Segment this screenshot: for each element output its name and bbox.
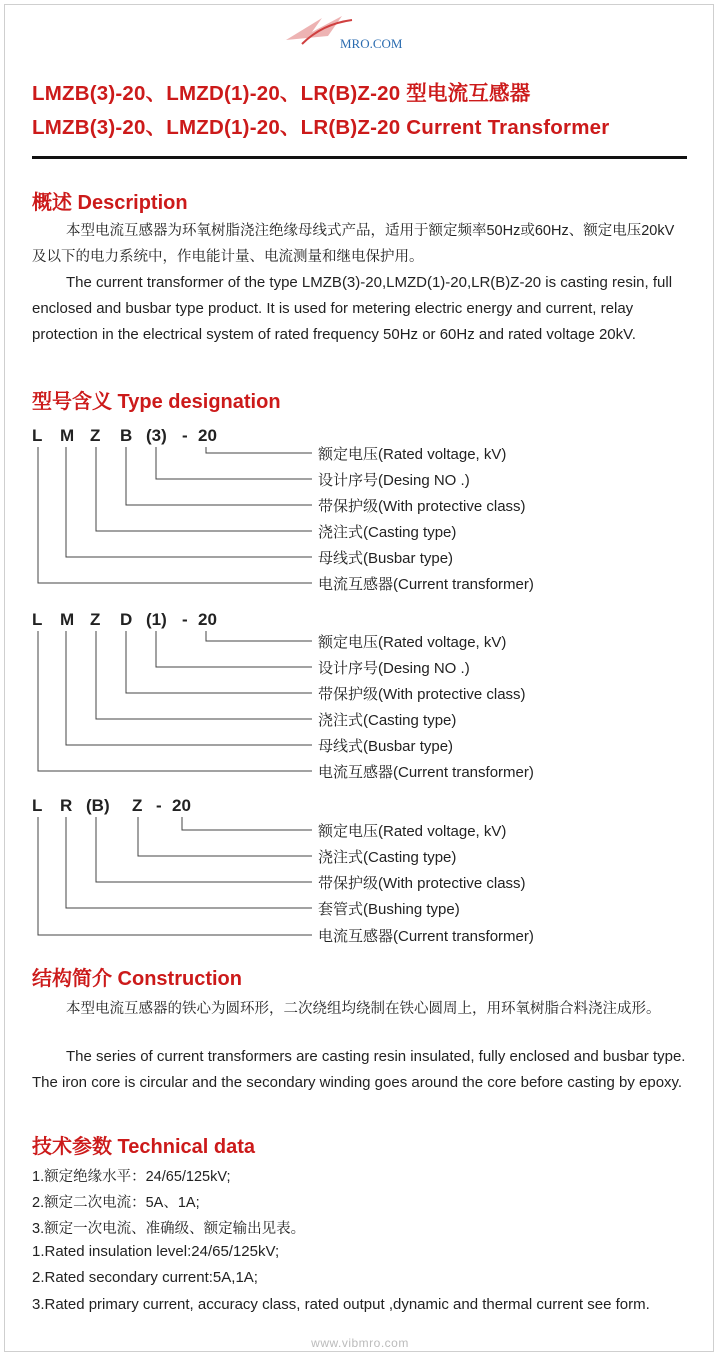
- description-en: The current transformer of the type LMZB(3)-20,LMZD(1)-20,LR(B)Z-20 is casting resin, full enclosed and busbar type product. It is used for metering electric energy and current, relay protection in the electrical system of rated frequency 50Hz or 60Hz and rated voltage 20kV.: [32, 274, 673, 343]
- description-heading: 概述 Description: [32, 192, 188, 214]
- model-1-char: -: [182, 426, 188, 445]
- technical-item: 2.Rated secondary current:5A,1A;: [32, 1269, 258, 1286]
- construction-heading: 结构简介 Construction: [32, 968, 242, 990]
- model-3-label: 额定电压(Rated voltage, kV): [318, 823, 507, 840]
- page-title-cn: LMZB(3)-20、LMZD(1)-20、LR(B)Z-20 型电流互感器: [32, 82, 531, 105]
- technical-item: 1.Rated insulation level:24/65/125kV;: [32, 1243, 280, 1260]
- model-3-label: 浇注式(Casting type): [318, 849, 457, 866]
- model-2-char: 20: [198, 610, 217, 629]
- model-2-char: L: [32, 610, 43, 629]
- construction-en: The series of current transformers are casting resin insulated, fully enclosed and busbar type. The iron core is circular and the secondary winding goes around the core before casting by epoxy.: [32, 1048, 686, 1091]
- model-2-char: (1): [146, 610, 167, 629]
- model-1-label: 母线式(Busbar type): [318, 550, 454, 567]
- description-cn: 本型电流互感器为环氧树脂浇注绝缘母线式产品，适用于额定频率50Hz或60Hz、额定电压20kV及以下的电力系统中，作电能计量、电流测量和继电保护用。: [32, 223, 675, 265]
- model-2-label: 额定电压(Rated voltage, kV): [318, 634, 507, 651]
- model-2-char: Z: [90, 610, 101, 629]
- model-1-label: 电流互感器(Current transformer): [318, 576, 534, 593]
- model-2-char: D: [120, 610, 133, 629]
- construction-cn: 本型电流互感器的铁心为圆环形，二次绕组均绕制在铁心圆周上，用环氧树脂合料浇注成形。: [66, 1001, 661, 1017]
- model-1-label: 设计序号(Desing NO .): [318, 472, 470, 489]
- model-2-label: 浇注式(Casting type): [318, 712, 457, 729]
- model-3-label: 电流互感器(Current transformer): [318, 928, 534, 945]
- page-title-en: LMZB(3)-20、LMZD(1)-20、LR(B)Z-20 Current Transformer: [32, 116, 610, 139]
- model-1-char: L: [32, 426, 43, 445]
- logo-domain: MRO.COM: [340, 36, 403, 51]
- model-1-label: 带保护级(With protective class): [318, 498, 526, 515]
- model-2-char: -: [182, 610, 188, 629]
- model-3-char: 20: [172, 796, 191, 815]
- technical-item: 3.额定一次电流、准确级、额定输出见表。: [32, 1221, 306, 1237]
- model-3-label: 带保护级(With protective class): [318, 875, 526, 892]
- model-3-char: R: [60, 796, 73, 815]
- model-2-label: 带保护级(With protective class): [318, 686, 526, 703]
- model-1-char: (3): [146, 426, 167, 445]
- model-1-label: 额定电压(Rated voltage, kV): [318, 446, 507, 463]
- footer-watermark: www.vibmro.com: [311, 1336, 409, 1350]
- model-1-char: M: [60, 426, 75, 445]
- technical-item: 2.额定二次电流：5A、1A;: [32, 1195, 200, 1211]
- technical-item: 3.Rated primary current, accuracy class, rated output ,dynamic and thermal current see form.: [32, 1296, 650, 1313]
- type-designation-heading: 型号含义 Type designation: [32, 391, 281, 413]
- model-3-char: Z: [132, 796, 143, 815]
- model-3-char: -: [156, 796, 162, 815]
- model-3-label: 套管式(Bushing type): [318, 901, 460, 918]
- model-3-char: (B): [86, 796, 110, 815]
- model-2-char: M: [60, 610, 75, 629]
- model-2-label: 母线式(Busbar type): [318, 738, 454, 755]
- model-3-char: L: [32, 796, 43, 815]
- model-1-label: 浇注式(Casting type): [318, 524, 457, 541]
- model-1-char: Z: [90, 426, 101, 445]
- model-2-label: 电流互感器(Current transformer): [318, 764, 534, 781]
- model-1-char: B: [120, 426, 133, 445]
- technical-heading: 技术参数 Technical data: [32, 1136, 256, 1158]
- model-2-label: 设计序号(Desing NO .): [318, 660, 470, 677]
- model-1-char: 20: [198, 426, 217, 445]
- technical-item: 1.额定绝缘水平：24/65/125kV;: [32, 1169, 231, 1185]
